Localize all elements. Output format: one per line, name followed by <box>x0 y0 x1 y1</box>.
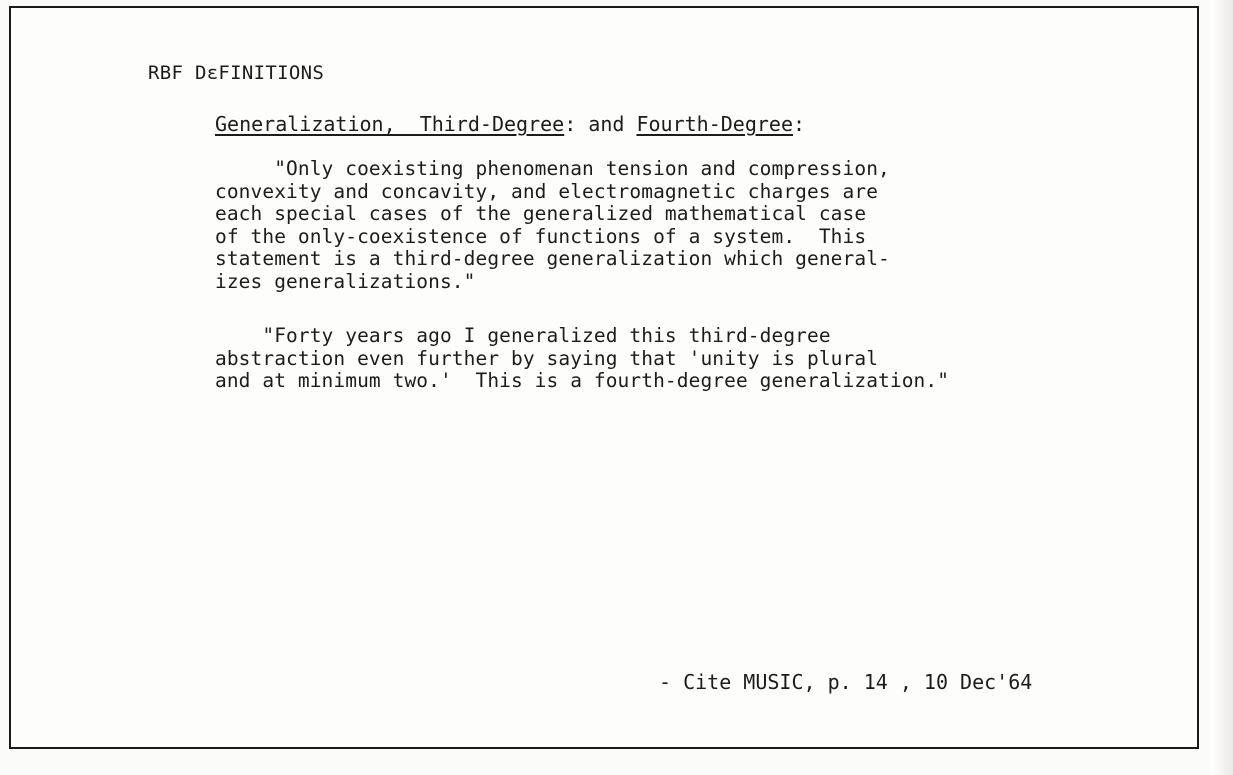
card-header: RBF DεFINITIONS <box>148 62 325 84</box>
quote-paragraph-1: "Only coexisting phenomenan tension and compression, convexity and concavity, and electromagnetic charges are each special cases of the generalized mathematical case of the only-coexistence of functions of a system. This statement is a third-degree generalization which general- izes generalizations." <box>215 157 890 293</box>
definition-heading <box>215 112 805 136</box>
page-edge-shadow <box>1211 0 1233 775</box>
definition-card <box>9 6 1199 749</box>
heading-separator: : and <box>564 112 637 136</box>
term-third-degree: Generalization, Third-Degree <box>215 112 565 136</box>
quote-paragraph-2: "Forty years ago I generalized this third-degree abstraction even further by saying that 'unity is plural and at minimum two.' This is a fourth-degree generalization." <box>215 324 950 393</box>
term-fourth-degree: Fourth-Degree <box>636 112 793 136</box>
heading-colon: : <box>793 112 806 136</box>
citation: - Cite MUSIC, p. 14 , 10 Dec'64 <box>659 670 1033 694</box>
